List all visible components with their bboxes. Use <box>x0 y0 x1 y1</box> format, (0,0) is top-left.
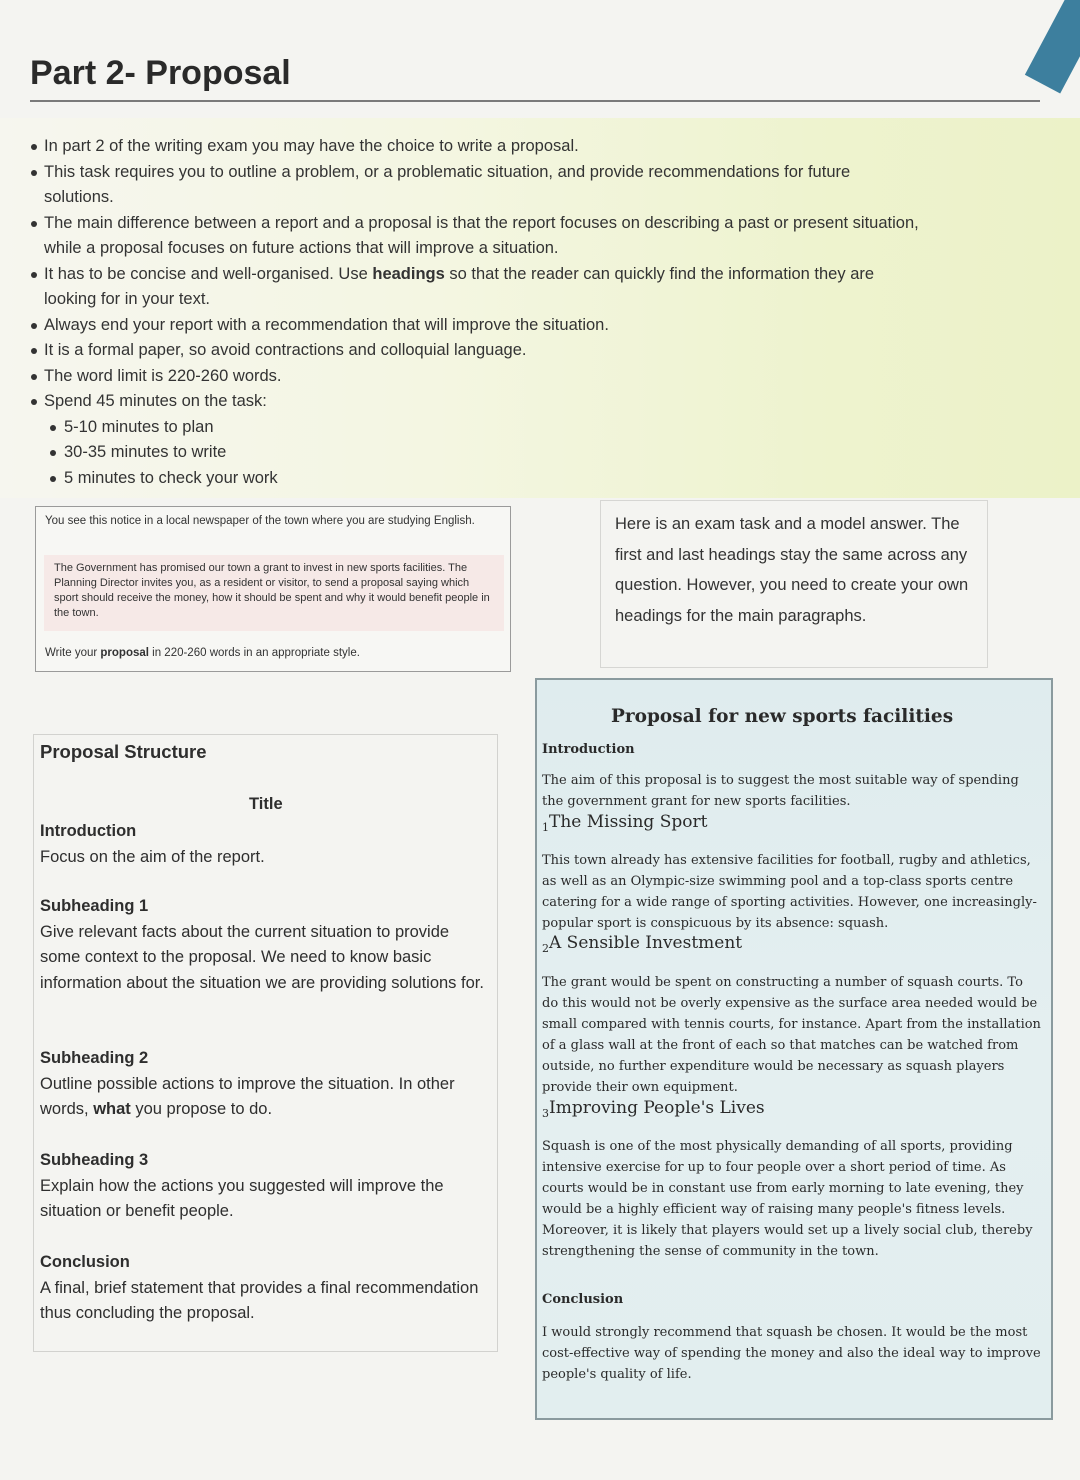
notice-instruction <box>45 647 360 659</box>
structure-title-label: Title <box>249 795 283 813</box>
bullet-dot-icon <box>31 144 37 150</box>
bullet-item <box>28 262 1038 288</box>
heading-number: 1 <box>542 821 549 834</box>
bullet-item <box>28 364 1038 390</box>
heading-number: 3 <box>542 1107 549 1120</box>
bullet-item <box>28 389 1038 415</box>
model-answer-note: Here is an exam task and a model answer. The first and last headings stay the same across any question. However, you need to create your own headings for the main paragraphs. <box>600 500 988 668</box>
section-heading: Subheading 3 <box>40 1151 149 1169</box>
bullet-dot-icon <box>50 425 56 431</box>
bullet-item <box>28 313 1038 339</box>
bullet-text: In part 2 of the writing exam you may have the choice to write a proposal. <box>44 137 579 155</box>
section-heading: Subheading 1 <box>40 897 149 915</box>
model-answer-box <box>535 678 1053 1420</box>
section-text-part: you propose to do. <box>130 1100 273 1118</box>
model-intro-label: Introduction <box>542 742 635 757</box>
model-heading-3 <box>542 1098 765 1120</box>
model-heading-2 <box>542 933 742 955</box>
guidelines-list <box>28 134 1038 491</box>
bullet-dot-icon <box>31 348 37 354</box>
page-title: Part 2- Proposal <box>30 54 291 92</box>
model-conclusion-label: Conclusion <box>542 1292 624 1307</box>
section-heading: Introduction <box>40 822 137 840</box>
model-heading-1 <box>542 812 707 834</box>
structure-intro <box>40 819 485 870</box>
section-heading: Conclusion <box>40 1253 130 1271</box>
section-text: A final, brief statement that provides a final recommendation thus concluding the proposal. <box>40 1278 479 1322</box>
corner-tab <box>1025 0 1080 94</box>
section-text <box>40 1072 485 1123</box>
structure-heading: Proposal Structure <box>40 741 207 762</box>
bullet-continuation: looking for in your text. <box>44 290 210 308</box>
bullet-item <box>28 134 1038 160</box>
bullet-item <box>28 160 1038 186</box>
section-text-part: Outline possible actions to improve the situation. In other words, <box>40 1074 455 1118</box>
section-text-bold: what <box>93 1100 131 1118</box>
bullet-dot-icon <box>31 323 37 329</box>
bullet-text: Spend 45 minutes on the task: <box>44 392 267 410</box>
sub-bullet-item <box>28 440 1038 466</box>
model-conclusion-text: I would strongly recommend that squash be chosen. It would be the most cost-effective way of spending the money and also the ideal way to improve people's quality of life. <box>542 1325 1041 1382</box>
sub-bullet-item <box>28 415 1038 441</box>
section-text: Explain how the actions you suggested will improve the situation or benefit people. <box>40 1176 444 1220</box>
bullet-text: The word limit is 220-260 words. <box>44 366 282 385</box>
bullet-continuation: solutions. <box>44 188 114 206</box>
bullet-dot-icon <box>31 374 37 380</box>
instruction-text: Write your <box>45 647 101 659</box>
sub-bullet-text: 30-35 minutes to write <box>64 443 227 461</box>
notice-task: The Government has promised our town a grant to invest in new sports facilities. The Planning Director invites you, as a resident or visitor, to send a proposal saying which sport should receive the money, how it should be spent and why it would benefit people in the town. <box>44 555 504 631</box>
model-paragraph-3: Squash is one of the most physically demanding of all sports, providing intensive exercise for up to four people over a short period of time. As courts would be in constant use from early morning to late evening, they would be a highly efficient way of raising many people's fitness levels. Moreover, it is likely that players would set up a lively social club, thereby strengthening the sense of community in the town. <box>542 1139 1033 1259</box>
bullet-text: Always end your report with a recommendation that will improve the situation. <box>44 315 609 334</box>
structure-conclusion <box>40 1250 485 1327</box>
heading-text: Improving People's Lives <box>549 1098 765 1118</box>
bullet-dot-icon <box>31 170 37 176</box>
bullet-text: The main difference between a report and a proposal is that the report focuses on describing a past or present situation, <box>44 213 919 232</box>
bullet-text: It has to be concise and well-organised. Use <box>44 264 373 283</box>
section-text: Give relevant facts about the current situation to provide some context to the proposal. We need to know basic information about the situation we are providing solutions for. <box>40 922 484 992</box>
section-text: Focus on the aim of the report. <box>40 847 265 866</box>
bullet-item <box>28 338 1038 364</box>
heading-text: The Missing Sport <box>549 812 708 832</box>
bullet-text: This task requires you to outline a problem, or a problematic situation, and provide recommendations for future <box>44 162 851 181</box>
model-paragraph-1: This town already has extensive facilities for football, rugby and athletics, as well as an Olympic-size swimming pool and a top-class sports centre catering for a wide range of sporting activities. However, one increasingly-popular sport is conspicuous by its absence: squash. <box>542 853 1037 931</box>
bullet-text: so that the reader can quickly find the information they are <box>444 264 875 283</box>
sub-bullet-text: 5 minutes to check your work <box>64 468 278 487</box>
structure-subheading-2 <box>40 1046 485 1123</box>
structure-subheading-3 <box>40 1148 485 1225</box>
bullet-continuation: while a proposal focuses on future actions that will improve a situation. <box>44 239 559 257</box>
bullet-text: It is a formal paper, so avoid contractions and colloquial language. <box>44 341 527 359</box>
heading-text: A Sensible Investment <box>549 933 743 953</box>
bullet-dot-icon <box>31 221 37 227</box>
bullet-dot-icon <box>50 450 56 456</box>
structure-subheading-1 <box>40 894 485 996</box>
bullet-item <box>28 211 1038 237</box>
instruction-text: in 220-260 words in an appropriate style. <box>148 647 360 659</box>
model-paragraph-2: The grant would be spent on constructing a number of squash courts. To do this would not be overly expensive as the surface area needed would be small compared with tennis courts, for instance. Apart from the installation of a glass wall at the front of each so that matches can be watched from outside, no further expenditure would be necessary as squash players provide their own equipment. <box>542 975 1041 1095</box>
title-divider <box>30 100 1040 102</box>
bullet-bold: headings <box>372 264 445 283</box>
exam-notice-box <box>35 506 511 672</box>
sub-bullet-text: 5-10 minutes to plan <box>64 417 214 436</box>
heading-number: 2 <box>542 942 549 955</box>
model-title: Proposal for new sports facilities <box>611 706 954 727</box>
proposal-structure-box <box>33 734 498 1352</box>
bullet-dot-icon <box>31 272 37 278</box>
bullet-dot-icon <box>31 399 37 405</box>
notice-intro: You see this notice in a local newspaper of the town where you are studying English. <box>45 515 475 527</box>
instruction-bold: proposal <box>100 647 149 659</box>
model-intro-text: The aim of this proposal is to suggest the most suitable way of spending the government grant for new sports facilities. <box>542 773 1019 809</box>
section-heading: Subheading 2 <box>40 1049 149 1067</box>
sub-bullet-item <box>28 466 1038 492</box>
bullet-dot-icon <box>50 476 56 482</box>
